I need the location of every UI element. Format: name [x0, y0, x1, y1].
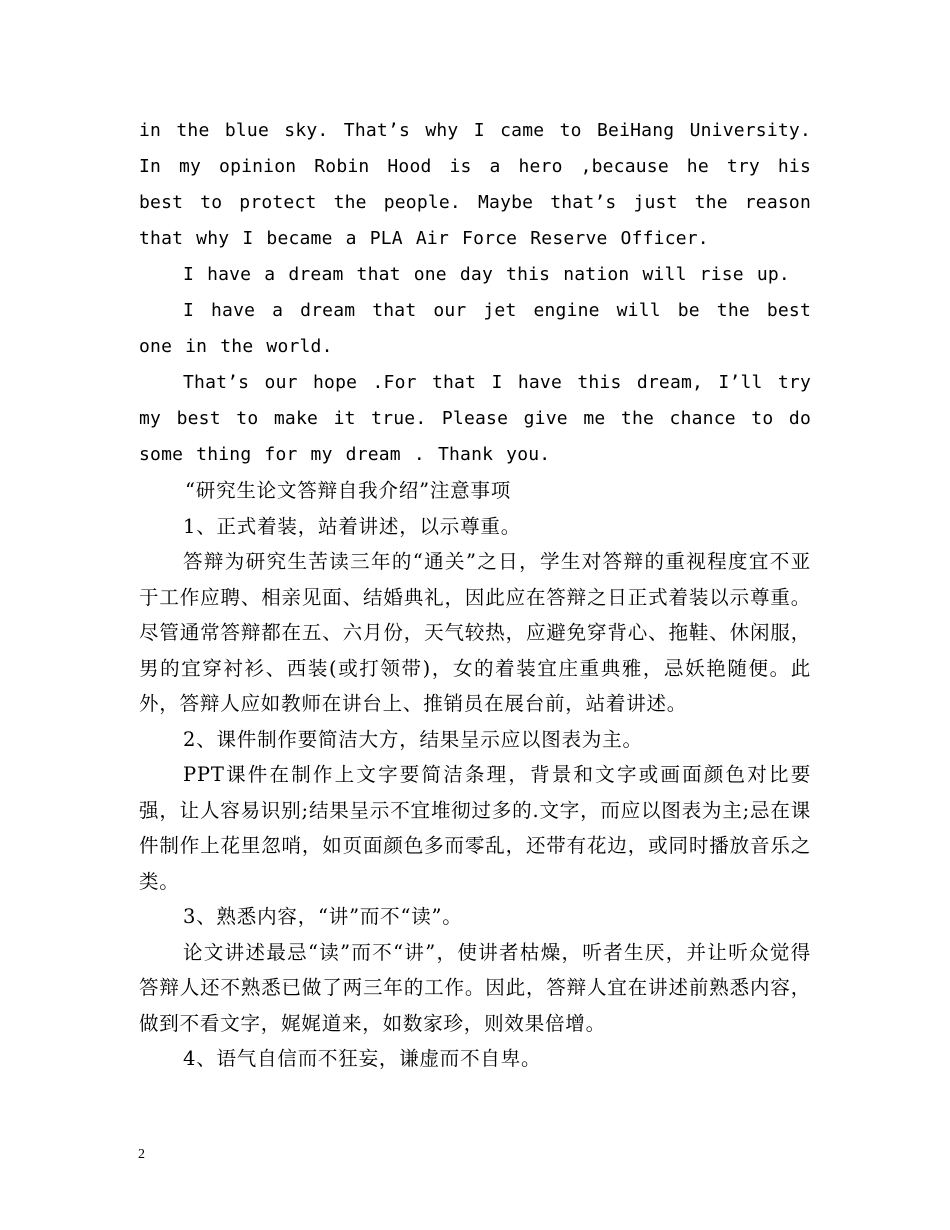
english-paragraph-3: I have a dream that our jet engine will be the best one in the world. — [139, 300, 811, 357]
page-number: 2 — [138, 1147, 145, 1162]
english-paragraph-1: in the blue sky. That’s why I came to BeiHang University. In my opinion Robin Hood is a hero ,because he try his best to protect the people. Maybe that’s just the reason that why I became a PLA Air Force Reserve Officer. — [139, 120, 811, 249]
item-2-body: PPT课件在制作上文字要简洁条理，背景和文字或画面颜色对比要强，让人容易识别;结果呈示不宜堆彻过多的.文字，而应以图表为主;忌在课件制作上花里忽哨，如页面颜色多而零乱，还带有花边，或同时播放音乐之类。 — [139, 763, 811, 893]
english-paragraph-2: I have a dream that one day this nation will rise up. — [183, 264, 790, 285]
item-3-heading: 3、熟悉内容，“讲”而不“读”。 — [183, 905, 463, 928]
section-title: “研究生论文答辩自我介绍”注意事项 — [185, 479, 512, 502]
item-1-heading: 1、正式着装，站着讲述，以示尊重。 — [183, 514, 522, 538]
page-content — [139, 113, 811, 1077]
item-1-body: 答辩为研究生苦读三年的“通关”之日，学生对答辩的重视程度宜不亚于工作应聘、相亲见面、结婚典礼，因此应在答辩之日正式着装以示尊重。尽管通常答辩都在五、六月份，天气较热，应避免穿背心、拖鞋、休闲服，男的宜穿衬衫、西装(或打领带)，女的着装宜庄重典雅，忌妖艳随便。此外，答辩人应如教师在讲台上、推销员在展台前，站着讲述。 — [139, 550, 811, 715]
item-3-body: 论文讲述最忌“读”而不“讲”，使讲者枯燥，听者生厌，并让听众觉得答辩人还不熟悉已做了两三年的工作。因此，答辩人宜在讲述前熟悉内容，做到不看文字，娓娓道来，如数家珍，则效果倍增。 — [139, 940, 811, 1035]
item-4-heading: 4、语气自信而不狂妄，谦虚而不自卑。 — [183, 1047, 542, 1070]
item-2-heading: 2、课件制作要简洁大方，结果呈示应以图表为主。 — [183, 727, 643, 751]
english-paragraph-4: That’s our hope .For that I have this dream, I’ll try my best to make it true. Please give me the chance to do some thing for my dream . Thank you. — [139, 372, 811, 465]
